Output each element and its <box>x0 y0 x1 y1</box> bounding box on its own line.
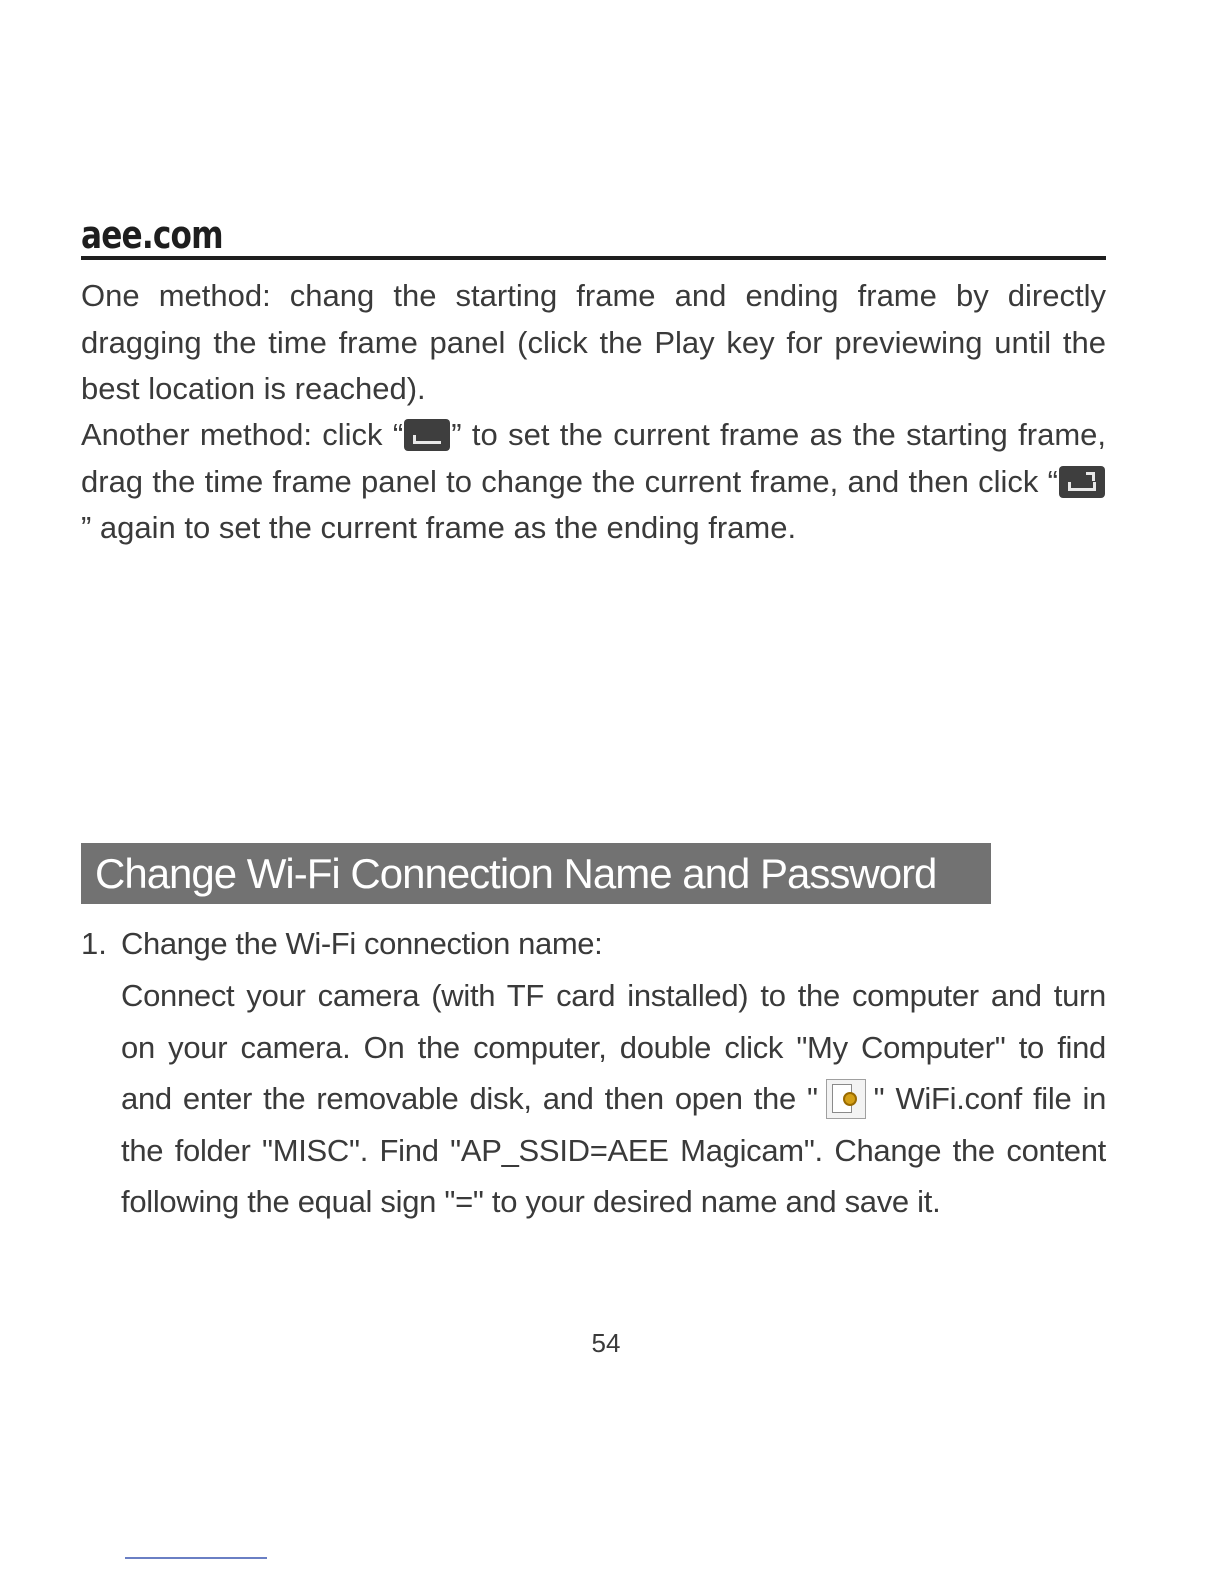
set-start-frame-icon <box>404 419 450 451</box>
method-one-text: One method: chang the starting frame and ending frame by directly dragging the time frame panel (click the Play key for previewing until the best location is reached). <box>81 278 1106 406</box>
method-two-text-a: Another method: click “ <box>81 417 404 452</box>
page-number: 54 <box>591 1328 621 1358</box>
section-heading-bar <box>81 843 991 904</box>
step-body <box>121 970 1106 1228</box>
brand-logo: aee.com <box>81 213 223 257</box>
method-one-paragraph <box>81 273 1106 413</box>
step-number: 1. <box>81 926 107 961</box>
step-body-text-b: " WiFi.conf file in the folder "MISC". Find "AP_SSID=AEE Magicam". Change the content following the equal sign "=" to your desired name and save it. <box>121 1081 1107 1219</box>
page-header <box>81 214 1106 260</box>
section-title: Change Wi-Fi Connection Name and Password <box>95 850 937 897</box>
method-two-paragraph <box>81 412 1106 552</box>
step-body-text-a: Connect your camera (with TF card installed) to the computer and turn on your camera. On the computer, double click "My Computer" to find and enter the removable disk, and then open the " <box>121 978 1106 1116</box>
method-two-text-c: ” again to set the current frame as the ending frame. <box>81 510 797 545</box>
method-two-text-b: ” to set the current frame as the starting frame, drag the time frame panel to change the current frame, and then click “ <box>81 417 1106 499</box>
footer-rule <box>125 1557 267 1559</box>
config-file-icon <box>826 1079 866 1119</box>
set-end-frame-icon <box>1059 466 1105 498</box>
step-title: Change the Wi-Fi connection name: <box>121 926 603 961</box>
